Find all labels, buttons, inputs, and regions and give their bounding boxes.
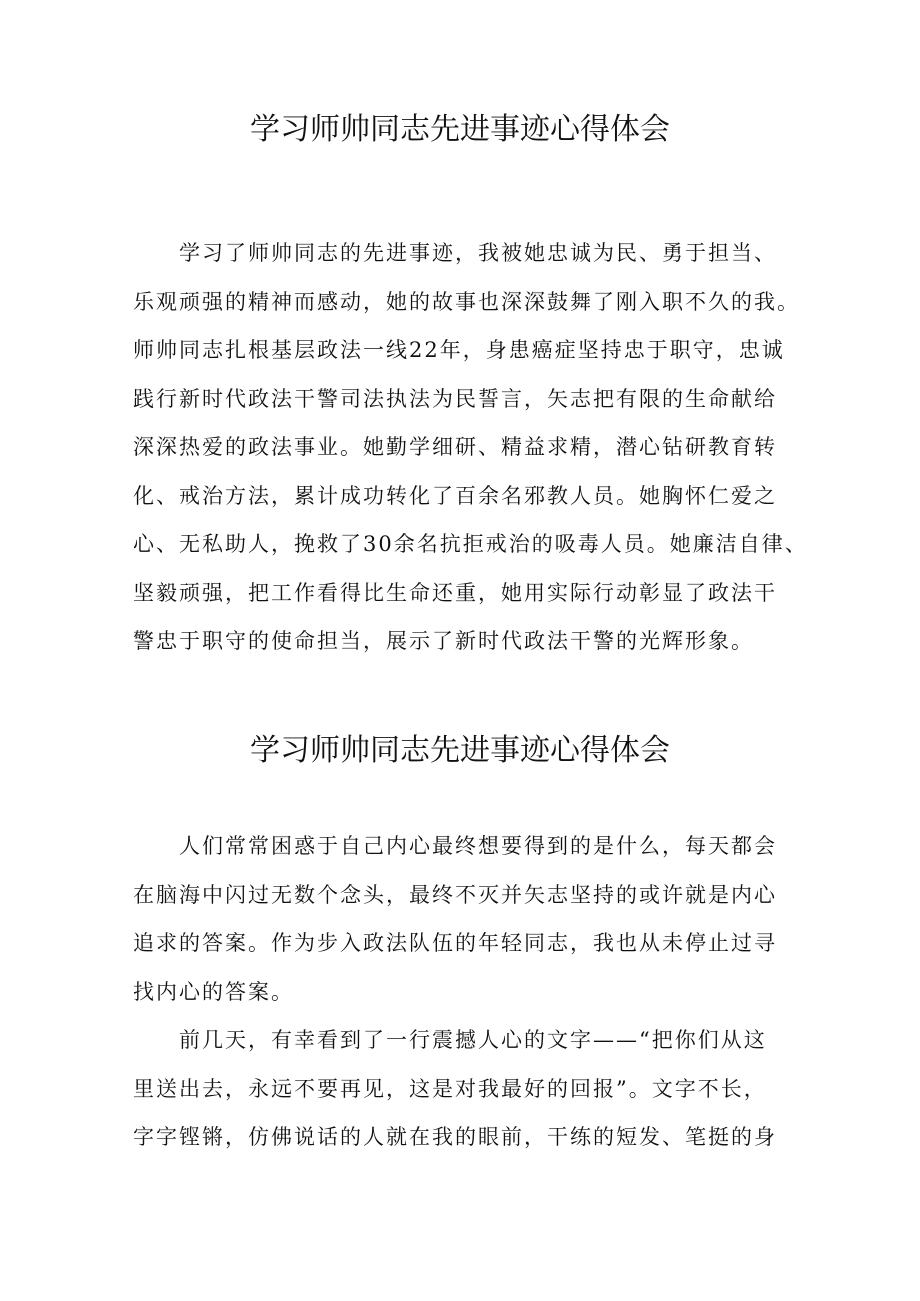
text-line: 前几天，有幸看到了一行震撼人心的文字——“把你们从这	[179, 1028, 767, 1052]
text-line: 警忠于职守的使命担当，展示了新时代政法干警的光辉形象。	[133, 629, 754, 653]
text-line: 乐观顽强的精神而感动，她的故事也深深鼓舞了刚入职不久的我。	[133, 289, 800, 314]
article-title: 学习师帅同志先进事迹心得体会	[250, 733, 670, 768]
text-line: 学习了师帅同志的先进事迹，我被她忠诚为民、勇于担当、	[179, 241, 777, 265]
text-line: 人们常常困惑于自己内心最终想要得到的是什么，每天都会	[179, 834, 777, 858]
text-line: 践行新时代政法干警司法执法为民誓言，矢志把有限的生命献给	[133, 386, 777, 411]
text-line: 字字铿锵，仿佛说话的人就在我的眼前，干练的短发、笔挺的身	[133, 1125, 777, 1149]
text-line: 深深热爱的政法事业。她勤学细研、精益求精，潜心钻研教育转	[133, 435, 777, 459]
article-body	[133, 826, 793, 1166]
text-line: 心、无私助人，挽救了30余名抗拒戒治的吸毒人员。她廉洁自律、	[133, 532, 808, 556]
text-line: 追求的答案。作为步入政法队伍的年轻同志，我也从未停止过寻	[133, 931, 777, 955]
text-line: 里送出去，永远不要再见，这是对我最好的回报”。文字不长，	[133, 1076, 767, 1101]
text-line: 化、戒治方法，累计成功转化了百余名邪教人员。她胸怀仁爱之	[133, 483, 777, 508]
article-title: 学习师帅同志先进事迹心得体会	[250, 112, 670, 147]
text-line: 坚毅顽强，把工作看得比生命还重，她用实际行动彰显了政法干	[133, 580, 777, 605]
article-body	[133, 233, 808, 670]
text-line: 在脑海中闪过无数个念头，最终不灭并矢志坚持的或许就是内心	[133, 882, 777, 907]
text-line: 找内心的答案。	[133, 979, 294, 1004]
text-line: 师帅同志扎根基层政法一线22年，身患癌症坚持忠于职守，忠诚	[133, 338, 785, 362]
